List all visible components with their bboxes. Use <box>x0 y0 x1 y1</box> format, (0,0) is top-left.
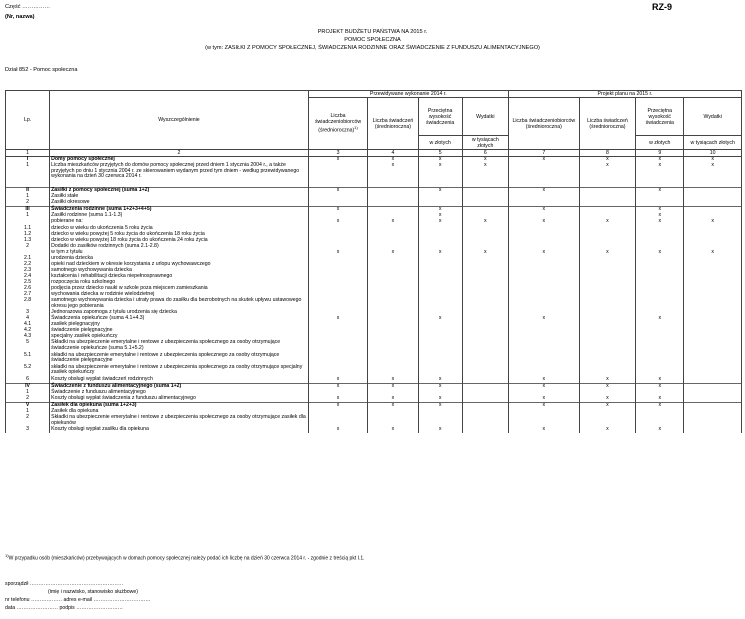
row-lp: 2 <box>6 200 50 207</box>
row-value-cell: x <box>579 157 635 164</box>
row-description: Domy pomocy społecznej <box>50 157 309 164</box>
row-value-cell <box>462 353 508 365</box>
row-lp: 2.1 <box>6 256 50 262</box>
column-number-cell: 4 <box>368 150 418 157</box>
row-value-cell <box>308 365 368 377</box>
dzial-label: Dział 852 - Pomoc społeczna <box>5 67 78 73</box>
row-value-cell: x <box>636 377 684 384</box>
row-value-cell <box>636 365 684 377</box>
column-number-cell: 3 <box>308 150 368 157</box>
row-lp: II <box>6 188 50 195</box>
row-value-cell: x <box>368 250 418 256</box>
row-lp: 4.3 <box>6 334 50 340</box>
row-value-cell: x <box>579 219 635 225</box>
row-lp: 4 <box>6 316 50 322</box>
row-description: Świadczenia opiekuńcze (suma 4.1+4.3) <box>50 316 309 322</box>
row-value-cell <box>308 163 368 188</box>
row-value-cell: x <box>462 157 508 164</box>
row-value-cell: x <box>508 377 579 384</box>
row-value-cell: x <box>418 396 462 403</box>
row-description: Koszty obsługi wypłat świadczeń rodzinnych <box>50 377 309 384</box>
unit-zl-2014: w złotych <box>418 136 462 150</box>
column-number-cell: 5 <box>418 150 462 157</box>
row-lp: 4.2 <box>6 328 50 334</box>
row-description: Liczba mieszkańców przyjętych do domów pomocy społecznej przed dniem 1 stycznia 2004 r., a także przyjętych po dniu 1 stycznia 2004 r. ze skierowaniem wydanym przed tym dniem - według przewidywanego wykonania na dzień 30 czerwca 2014 r. <box>50 163 309 188</box>
row-value-cell <box>462 427 508 433</box>
row-value-cell: x <box>462 163 508 188</box>
row-lp: 6 <box>6 377 50 384</box>
col-lp-header: Lp. <box>6 91 50 150</box>
row-value-cell: x <box>308 383 368 390</box>
row-lp: IV <box>6 383 50 390</box>
row-value-cell: x <box>636 207 684 214</box>
row-description: świadczenie pielęgnacyjne <box>50 328 309 334</box>
row-description: Dodatki do zasiłków rodzinnych (suma 2.1-2.8) <box>50 244 309 250</box>
row-lp: 1.1 <box>6 226 50 232</box>
table-row <box>6 365 742 377</box>
row-lp: 1 <box>6 163 50 188</box>
table-row <box>6 163 742 188</box>
row-value-cell: x <box>579 383 635 390</box>
row-value-cell: x <box>368 163 418 188</box>
column-number-cell: 9 <box>636 150 684 157</box>
row-description: wychowania dziecka w rodzinie wielodzietnej <box>50 292 309 298</box>
row-value-cell: x <box>579 396 635 403</box>
row-value-cell: x <box>579 427 635 433</box>
row-value-cell <box>462 415 508 427</box>
col-benefits-count-2014: Liczba świadczeń (średnioroczna) <box>368 98 418 150</box>
row-value-cell: x <box>579 377 635 384</box>
row-lp: 1 <box>6 390 50 396</box>
title-line-1: PROJEKT BUDŻETU PAŃSTWA NA 2015 r. <box>317 29 428 35</box>
row-value-cell <box>636 340 684 352</box>
column-number-cell: 7 <box>508 150 579 157</box>
row-value-cell: x <box>636 157 684 164</box>
row-value-cell: x <box>684 157 742 164</box>
row-lp: I <box>6 157 50 164</box>
row-value-cell: x <box>368 157 418 164</box>
row-value-cell: x <box>368 402 418 409</box>
row-value-cell <box>684 340 742 352</box>
col-benefits-count-2015: Liczba świadczeń (średnioroczna) <box>579 98 635 150</box>
row-value-cell <box>579 298 635 310</box>
row-value-cell: x <box>508 383 579 390</box>
row-value-cell <box>418 340 462 352</box>
imie-nazwisko-caption: (imię i nazwisko, stanowisko służbowe) <box>48 589 138 595</box>
telefon-email-line: nr telefonu ……………… adres e-mail …………………………… <box>5 597 151 603</box>
row-value-cell <box>368 340 418 352</box>
row-description: Świadczenia rodzinne (suma 1+2+3+4+5) <box>50 207 309 214</box>
row-value-cell: x <box>418 383 462 390</box>
row-description: dziecko w wieku do ukończenia 5 roku życia <box>50 226 309 232</box>
column-number-cell: 1 <box>6 150 50 157</box>
row-value-cell <box>368 365 418 377</box>
row-value-cell: x <box>418 316 462 322</box>
row-lp: 2 <box>6 396 50 403</box>
col-avg-amount-2015: Przeciętna wysokość świadczenia <box>636 98 684 136</box>
row-lp: 3 <box>6 310 50 316</box>
row-lp: 3 <box>6 427 50 433</box>
row-value-cell: x <box>368 383 418 390</box>
row-lp: 2.3 <box>6 268 50 274</box>
row-description: składki na ubezpieczenie emerytalne i rentowe z ubezpieczenia społecznego za osoby otrzymujące świadczenie pielęgnacyjne <box>50 353 309 365</box>
row-lp: 2.5 <box>6 280 50 286</box>
row-lp: 2.2 <box>6 262 50 268</box>
col-expenses-2014: Wydatki <box>462 98 508 136</box>
row-value-cell: x <box>508 219 579 225</box>
row-lp: 1.2 <box>6 232 50 238</box>
row-lp: 1 <box>6 194 50 200</box>
row-lp: III <box>6 207 50 214</box>
nr-nazwa-label: (Nr, nazwa) <box>5 14 35 20</box>
row-description: Zasiłki rodzinne (suma 1.1-1.3) <box>50 213 309 219</box>
column-number-cell: 8 <box>579 150 635 157</box>
row-description: zasiłek pielęgnacyjny <box>50 322 309 328</box>
row-value-cell <box>368 353 418 365</box>
row-value-cell <box>308 298 368 310</box>
row-lp: 2 <box>6 415 50 427</box>
row-value-cell: x <box>462 219 508 225</box>
row-value-cell: x <box>636 396 684 403</box>
row-lp: 1.3 <box>6 238 50 244</box>
row-description: specjalny zasiłek opiekuńczy <box>50 334 309 340</box>
row-value-cell <box>508 163 579 188</box>
table-row <box>6 427 742 433</box>
row-value-cell <box>508 298 579 310</box>
row-description: Świadczenie z funduszu alimentacyjnego <box>50 390 309 396</box>
row-value-cell <box>684 365 742 377</box>
row-value-cell: x <box>508 207 579 214</box>
col-avg-amount-2014: Przeciętna wysokość świadczenia <box>418 98 462 136</box>
row-value-cell: x <box>308 396 368 403</box>
row-value-cell <box>418 365 462 377</box>
row-description: rozpoczęcia roku szkolnego <box>50 280 309 286</box>
row-description: dziecko w wieku powyżej 18 roku życia do ukończenia 24 roku życia <box>50 238 309 244</box>
row-value-cell <box>684 298 742 310</box>
row-value-cell: x <box>308 207 368 214</box>
unit-zl-2015: w złotych <box>636 136 684 150</box>
row-value-cell <box>368 298 418 310</box>
row-value-cell: x <box>684 163 742 188</box>
footnote-mark: 1) <box>5 553 9 558</box>
row-description: samotnego wychowywania dziecka <box>50 268 309 274</box>
row-value-cell <box>308 340 368 352</box>
table-row <box>6 340 742 352</box>
row-value-cell: x <box>308 188 368 195</box>
sporzadzil-line: sporządził ……………………………………………… <box>5 581 124 587</box>
row-value-cell <box>684 427 742 433</box>
row-description: Zasiłek dla opiekuna (suma 1+2+3) <box>50 402 309 409</box>
col-beneficiaries-2015: Liczba świadczeniobiorców (średnioroczna) <box>508 98 579 150</box>
row-description: Zasiłki okresowe <box>50 200 309 207</box>
footnote <box>5 553 365 562</box>
row-value-cell: x <box>308 402 368 409</box>
row-value-cell <box>579 340 635 352</box>
row-lp: 2.6 <box>6 286 50 292</box>
row-description: Zasiłki stałe <box>50 194 309 200</box>
row-value-cell <box>418 298 462 310</box>
row-lp: 1 <box>6 409 50 415</box>
row-description: samotnego wychowywania dziecka i utraty prawa do zasiłku dla bezrobotnych na skutek upływu ustawowego okresu jego pobierania <box>50 298 309 310</box>
row-description: podjęcia przez dziecko nauki w szkole poza miejscem zamieszkania <box>50 286 309 292</box>
row-value-cell <box>636 298 684 310</box>
row-lp: 2.8 <box>6 298 50 310</box>
row-value-cell <box>579 353 635 365</box>
row-lp: 4.1 <box>6 322 50 328</box>
row-description: w tym z tytułu <box>50 250 309 256</box>
row-description: składki na ubezpieczenie emerytalne i rentowe z ubezpieczenia społecznego za osoby otrzymujące specjalny zasiłek opiekuńczy <box>50 365 309 377</box>
row-value-cell <box>462 340 508 352</box>
row-description: urodzenia dziecka <box>50 256 309 262</box>
row-value-cell: x <box>418 157 462 164</box>
row-value-cell <box>508 340 579 352</box>
row-value-cell: x <box>636 163 684 188</box>
row-value-cell: x <box>636 383 684 390</box>
row-value-cell <box>418 353 462 365</box>
row-value-cell: x <box>418 377 462 384</box>
row-value-cell: x <box>508 250 579 256</box>
column-number-cell: 2 <box>50 150 309 157</box>
row-description: pobierane na: <box>50 219 309 225</box>
row-value-cell: x <box>418 250 462 256</box>
row-value-cell: x <box>368 377 418 384</box>
row-value-cell <box>508 353 579 365</box>
row-description: Zasiłki z pomocy społecznej (suma 1+2) <box>50 188 309 195</box>
form-code: RZ-9 <box>652 2 672 12</box>
row-description: Koszty obsługi wypłat świadczenia z funduszu alimentacyjnego <box>50 396 309 403</box>
row-lp: 2.4 <box>6 274 50 280</box>
data-podpis-line: data …………………… podpis ……………………… <box>5 605 123 611</box>
row-lp: 5.1 <box>6 353 50 365</box>
row-description: kształcenia i rehabilitacji dziecka niepełnosprawnego <box>50 274 309 280</box>
row-description: Świadczenie z funduszu alimentacyjnego (suma 1+2) <box>50 383 309 390</box>
row-description: Zasiłek dla opiekuna <box>50 409 309 415</box>
row-value-cell: x <box>579 402 635 409</box>
row-value-cell <box>636 353 684 365</box>
row-value-cell: x <box>308 157 368 164</box>
row-description: Jednorazowa zapomoga z tytułu urodzenia się dziecka <box>50 310 309 316</box>
row-value-cell <box>462 365 508 377</box>
row-value-cell <box>579 365 635 377</box>
row-description: opieki nad dzieckiem w okresie korzystania z urlopu wychowawczego <box>50 262 309 268</box>
row-value-cell: x <box>418 402 462 409</box>
row-value-cell: x <box>636 188 684 195</box>
row-value-cell: x <box>368 219 418 225</box>
row-value-cell: x <box>684 250 742 256</box>
budget-table <box>5 90 742 433</box>
row-description: Koszty obsługi wypłat zasiłku dla opiekuna <box>50 427 309 433</box>
row-value-cell: x <box>418 188 462 195</box>
row-value-cell: x <box>508 396 579 403</box>
row-value-cell: x <box>684 219 742 225</box>
row-value-cell <box>462 298 508 310</box>
row-value-cell: x <box>508 427 579 433</box>
row-value-cell: x <box>636 219 684 225</box>
col-desc-header: Wyszczególnienie <box>50 91 309 150</box>
row-value-cell <box>684 415 742 427</box>
unit-tys-2014: w tysiącach złotych <box>462 136 508 150</box>
row-value-cell: x <box>579 250 635 256</box>
row-value-cell: x <box>418 213 462 219</box>
row-value-cell: x <box>508 157 579 164</box>
row-value-cell: x <box>308 377 368 384</box>
row-value-cell: x <box>418 427 462 433</box>
row-value-cell: x <box>368 396 418 403</box>
row-value-cell: x <box>508 316 579 322</box>
row-value-cell: x <box>636 402 684 409</box>
group-header-2014: Przewidywane wykonanie 2014 r. <box>308 91 508 98</box>
unit-tys-2015: w tysiącach złotych <box>684 136 742 150</box>
col-beneficiaries-2014: Liczba świadczeniobiorców (średnioroczna)$^{1)}$ <box>308 98 368 150</box>
row-value-cell: x <box>636 316 684 322</box>
row-value-cell: x <box>636 250 684 256</box>
row-description: dziecko w wieku powyżej 5 roku życia do ukończenia 18 roku życia <box>50 232 309 238</box>
row-description: Składki na ubezpieczenie emerytalne i rentowe z ubezpieczenia społecznego za osoby otrzymujące świadczenie opiekuńcze (suma 5.1+5.2) <box>50 340 309 352</box>
title-line-2: POMOC SPOŁECZNA <box>344 37 401 43</box>
row-description: Składki na ubezpieczenie emerytalne i rentowe z ubezpieczenia społecznego za osoby otrzymujące zasiłek dla opiekunów <box>50 415 309 427</box>
row-lp: 5 <box>6 340 50 352</box>
row-lp: V <box>6 402 50 409</box>
row-value-cell: x <box>308 250 368 256</box>
col-expenses-2015: Wydatki <box>684 98 742 136</box>
column-number-cell: 6 <box>462 150 508 157</box>
row-value-cell: x <box>368 427 418 433</box>
row-value-cell: x <box>418 207 462 214</box>
column-number-cell: 10 <box>684 150 742 157</box>
row-lp: 5.2 <box>6 365 50 377</box>
row-value-cell: x <box>308 219 368 225</box>
row-lp: 2 <box>6 244 50 250</box>
row-value-cell: x <box>308 427 368 433</box>
row-value-cell: x <box>462 250 508 256</box>
title-line-3: (w tym: ZASIŁKI Z POMOCY SPOŁECZNEJ, ŚWIADCZENIA RODZINNE ORAZ ŚWIADCZENIE Z FUNDUSZU ALIMENTACYJNEGO) <box>205 45 540 51</box>
row-value-cell: x <box>636 213 684 219</box>
czesc-label: Część …………… <box>5 4 51 10</box>
row-value-cell <box>308 353 368 365</box>
row-value-cell <box>508 365 579 377</box>
row-value-cell: x <box>636 427 684 433</box>
row-value-cell <box>684 353 742 365</box>
row-value-cell: x <box>508 402 579 409</box>
row-lp: 1 <box>6 213 50 219</box>
table-row <box>6 353 742 365</box>
row-value-cell: x <box>308 316 368 322</box>
row-value-cell: x <box>508 188 579 195</box>
group-header-2015: Projekt planu na 2015 r. <box>508 91 741 98</box>
row-value-cell: x <box>418 163 462 188</box>
footnote-text: W przypadku osób (mieszkańców) przebywających w domach pomocy społecznej należy podać ich liczbę na dzień 30 czerwca 2014 r. - zgodnie z treścią pkt I.1. <box>8 555 365 562</box>
row-lp: 2.7 <box>6 292 50 298</box>
row-value-cell: x <box>418 219 462 225</box>
row-value-cell: x <box>579 163 635 188</box>
